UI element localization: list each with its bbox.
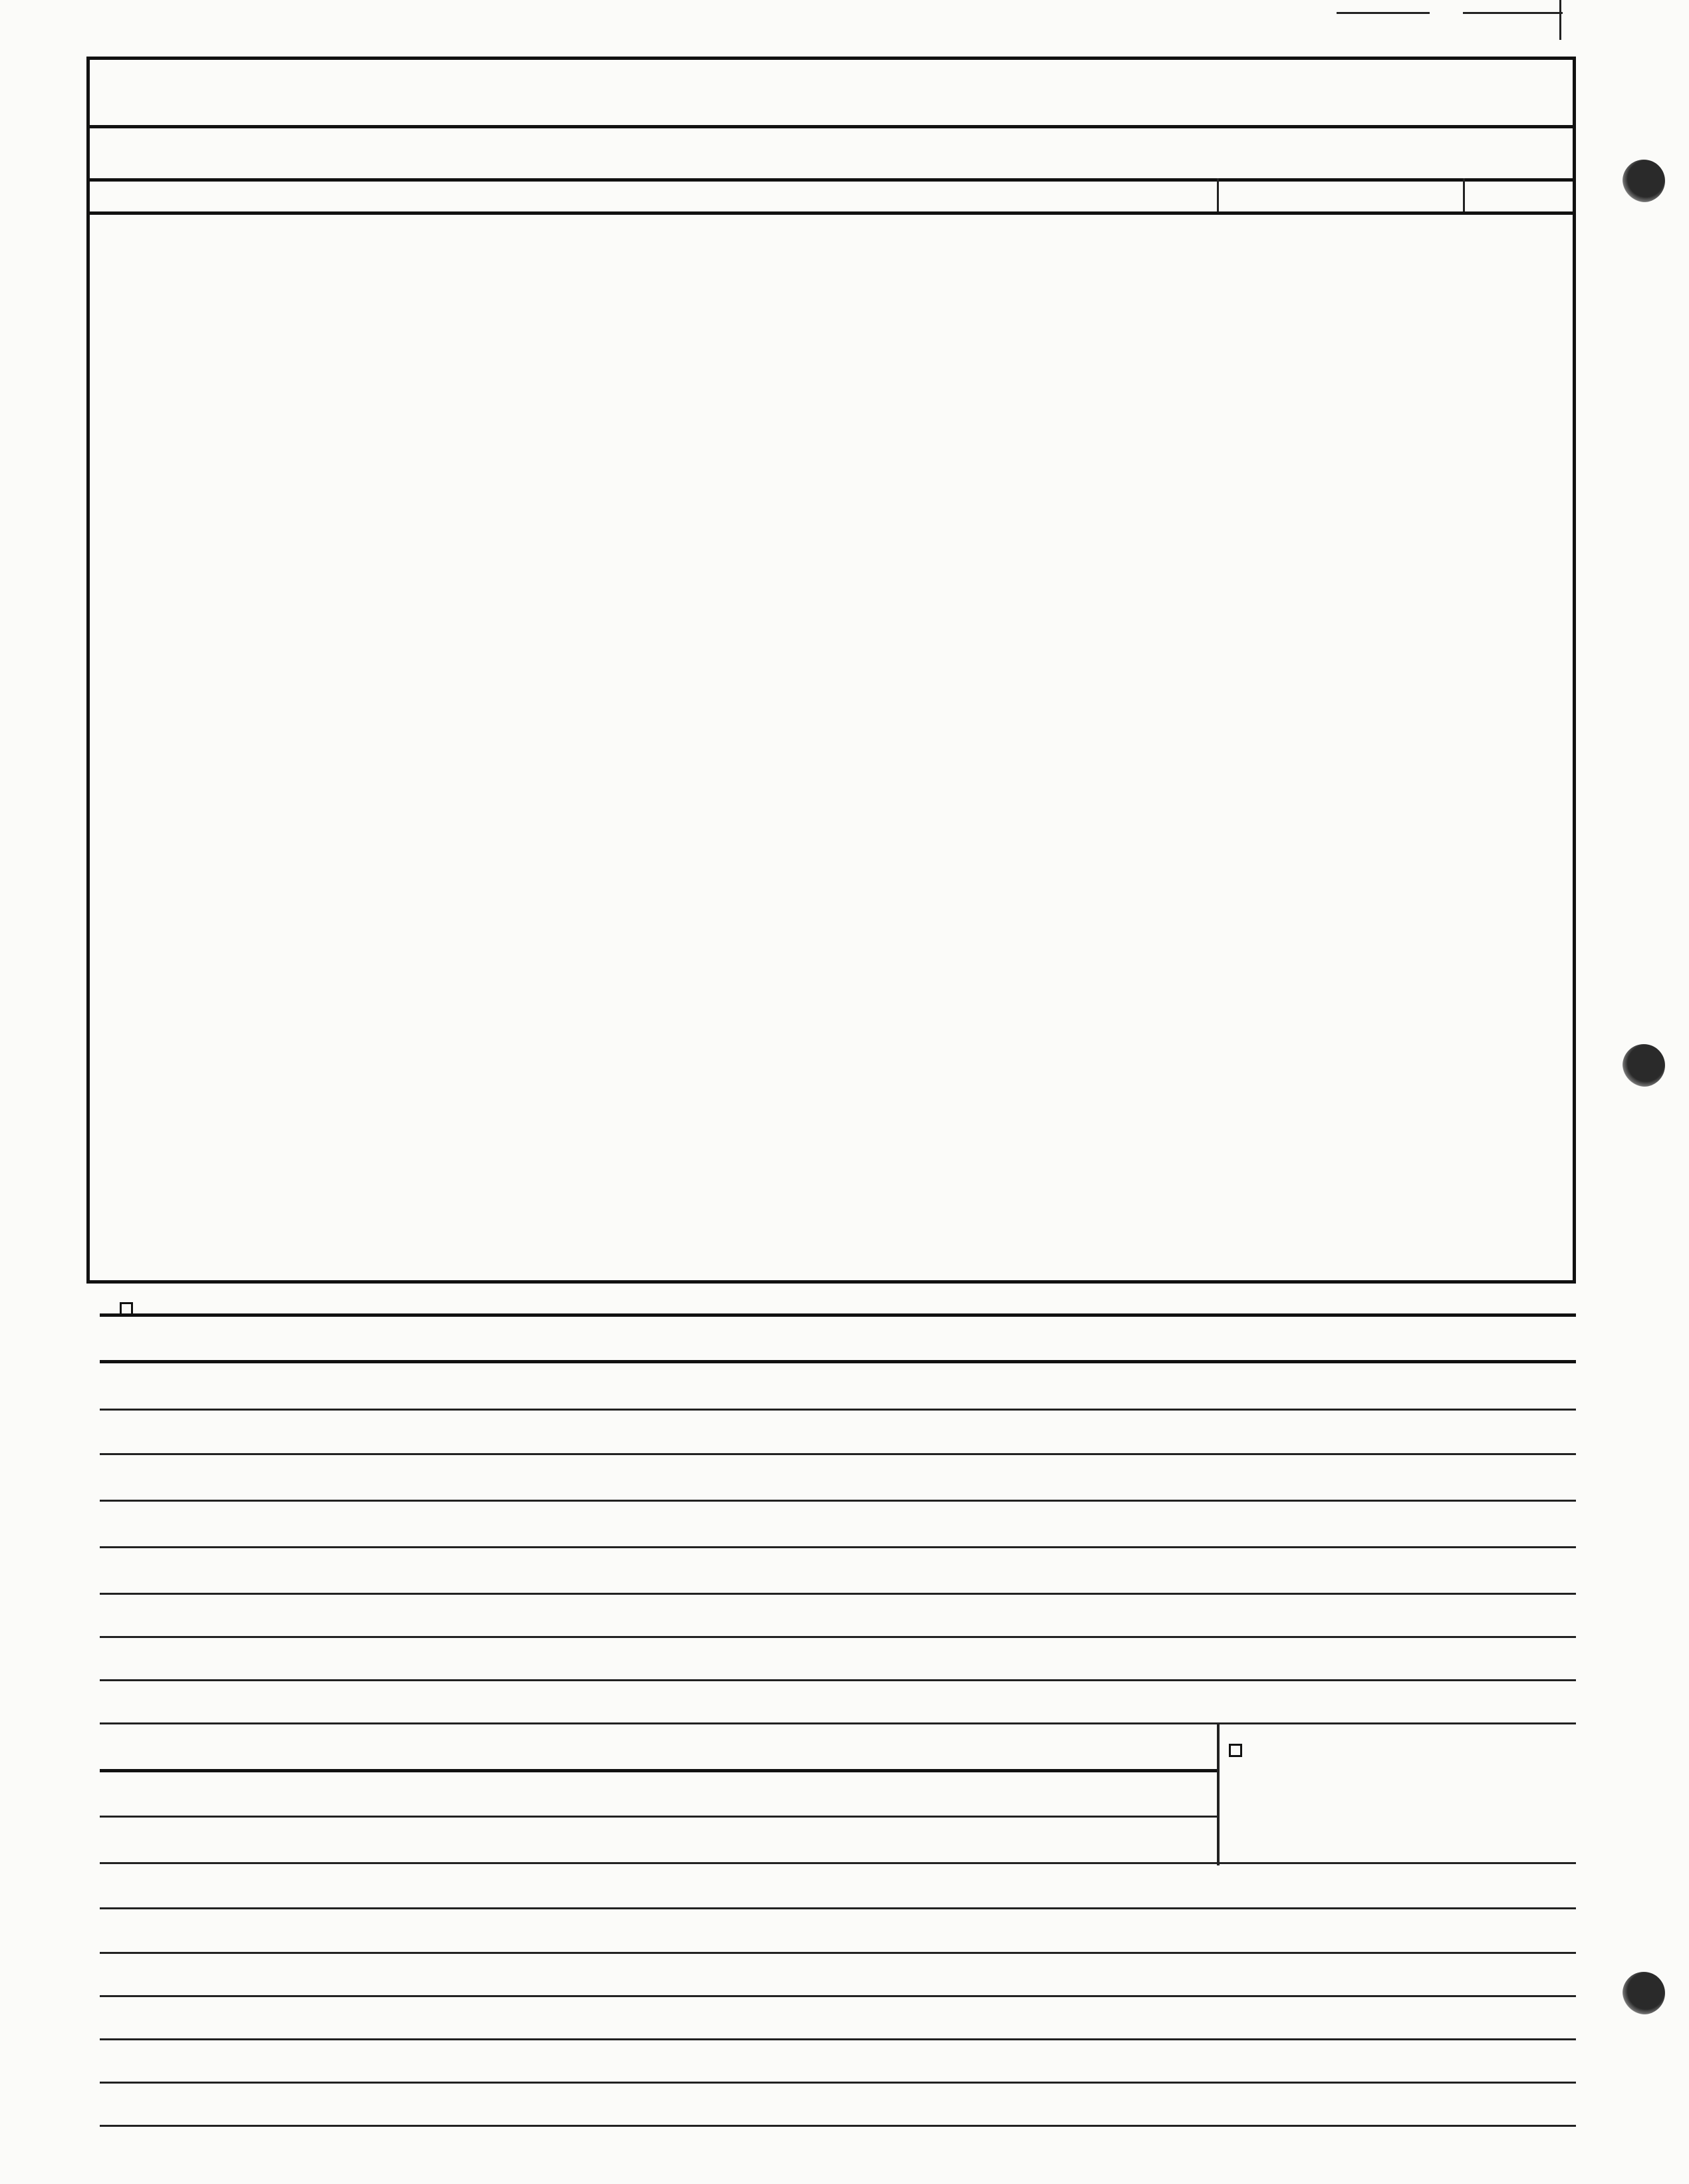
husband-divider — [86, 125, 1576, 128]
other-rule-8 — [100, 2125, 1576, 2127]
sources-rule-5 — [100, 1593, 1576, 1595]
sources-label-divider — [100, 1360, 1576, 1363]
other-rule-4 — [100, 1952, 1576, 1954]
sources-rule-2 — [100, 1453, 1576, 1455]
binder-hole-middle — [1623, 1044, 1665, 1087]
female-sealed-checkbox[interactable] — [1229, 1744, 1242, 1757]
temple-col-top-divider — [1463, 178, 1465, 211]
page-total-line — [1463, 12, 1563, 14]
other-marriages-divider — [100, 1769, 1217, 1772]
female-sealed-box-left — [1217, 1722, 1220, 1865]
binder-hole-bottom — [1623, 1972, 1665, 2014]
sources-rule-8 — [100, 1722, 1576, 1724]
wife-divider — [86, 178, 1576, 182]
sources-top-divider — [100, 1313, 1576, 1317]
binder-hole-top — [1623, 160, 1665, 202]
page-number-line — [1337, 12, 1430, 14]
sources-rule-4 — [100, 1546, 1576, 1548]
other-rule-5 — [100, 1995, 1576, 1997]
sources-rule-6 — [100, 1636, 1576, 1638]
sources-rule-3 — [100, 1500, 1576, 1502]
sheet-edge-line — [1559, 0, 1561, 40]
form-frame — [86, 57, 1576, 1284]
other-rule-7 — [100, 2082, 1576, 2084]
other-rule-6 — [100, 2038, 1576, 2040]
sources-rule-7 — [100, 1679, 1576, 1681]
other-rule-2 — [100, 1862, 1576, 1864]
other-rule-1 — [100, 1816, 1217, 1818]
children-header-divider — [86, 211, 1576, 215]
date-col-top-divider — [1217, 178, 1219, 211]
sources-rule-1 — [100, 1409, 1576, 1411]
other-rule-3 — [100, 1907, 1576, 1909]
female-sealed-note — [1229, 1736, 1253, 1847]
